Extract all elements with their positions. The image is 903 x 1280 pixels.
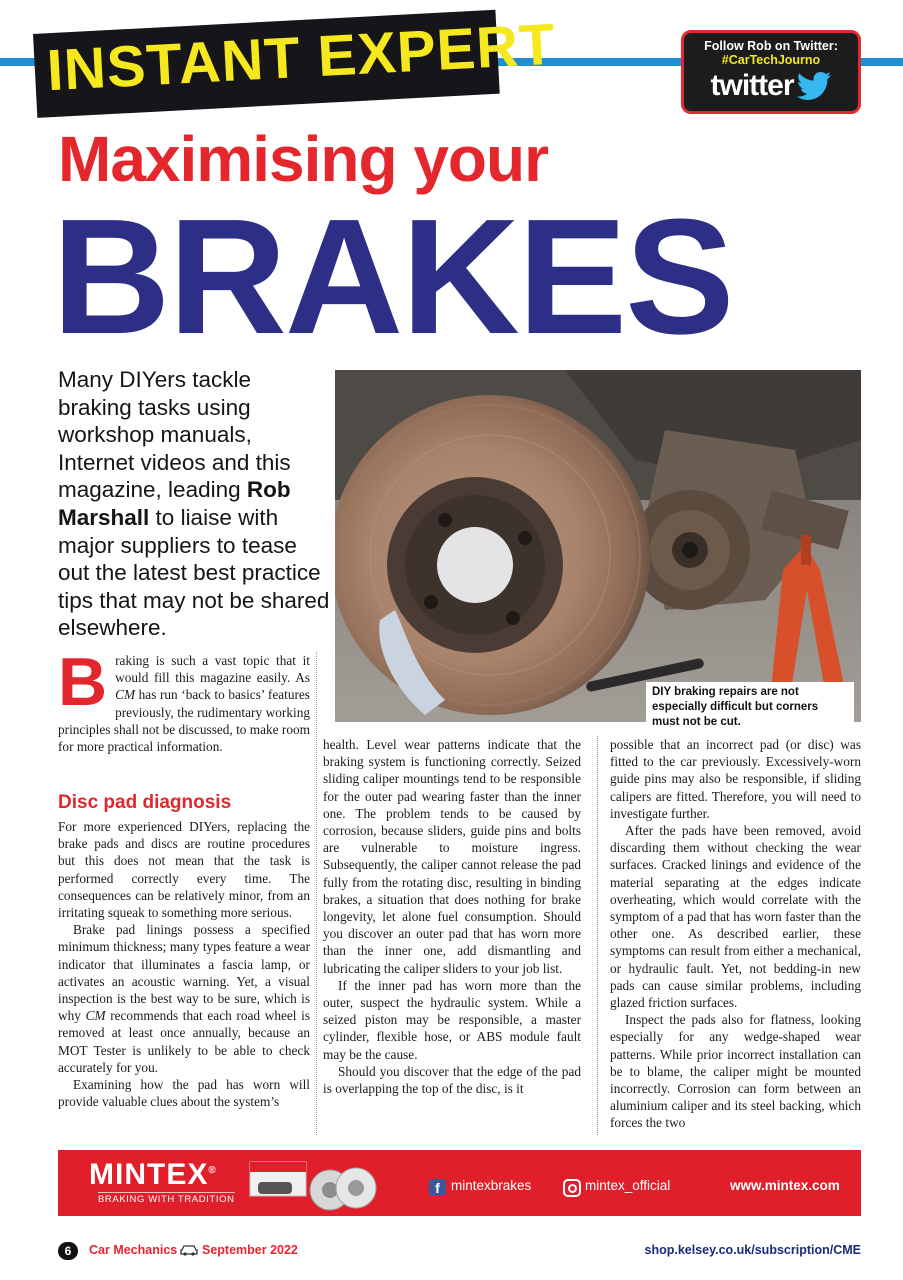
twitter-promo[interactable] bbox=[681, 30, 861, 114]
headline-line-2: BRAKES bbox=[52, 185, 733, 368]
paragraph: possible that an incorrect pad (or disc) was fitted to the car previously. Excessively-worn guide pins may also be responsible, if sliding calipers are fitted. Therefore, you will need to investigate further. bbox=[610, 737, 861, 821]
issue-date: September 2022 bbox=[202, 1243, 298, 1257]
instagram-icon[interactable] bbox=[563, 1179, 581, 1197]
brake-disc-photo bbox=[335, 370, 861, 722]
twitter-hashtag[interactable]: #CarTechJourno bbox=[721, 53, 821, 67]
instagram-handle[interactable]: mintex_official bbox=[585, 1178, 671, 1193]
facebook-handle[interactable]: mintexbrakes bbox=[451, 1178, 532, 1193]
paragraph: Should you discover that the edge of the pad is overlapping the top of the disc, is it bbox=[323, 1063, 581, 1097]
mintex-advert[interactable] bbox=[58, 1150, 861, 1216]
brake-disc-illustration bbox=[335, 370, 861, 722]
article-column-1 bbox=[58, 818, 310, 1110]
paragraph-cm: CM bbox=[85, 1008, 106, 1024]
subhead-disc-pad-diagnosis: Disc pad diagnosis bbox=[58, 792, 232, 813]
magazine-name: Car Mechanics bbox=[89, 1243, 178, 1257]
paragraph bbox=[58, 921, 310, 1076]
twitter-wordmark: twitter bbox=[710, 69, 794, 102]
paragraph-text: recommends that each road wheel is removed at least once annually, because an MOT Tester is unlikely to be able to check accurately for you. bbox=[58, 1008, 311, 1075]
author-name: Rob Marshall bbox=[58, 477, 291, 530]
car-icon bbox=[180, 1244, 198, 1256]
mintex-website-link[interactable]: www.mintex.com bbox=[730, 1178, 840, 1193]
brake-product-image bbox=[248, 1156, 378, 1212]
drop-cap: B bbox=[58, 644, 108, 720]
intro-cm: CM bbox=[115, 687, 136, 703]
paragraph: For more experienced DIYers, replacing the brake pads and discs are routine procedures but this does not mean that the task is performed correctly every time. The consequences can be relatively minor, from an irritating squeak to something more serious. bbox=[58, 819, 310, 921]
paragraph: Inspect the pads also for flatness, looking especially for any wedge-shaped wear patterns. While prior incorrect installation can be to blame, the caliper might be mounted incorrectly. Corrosion can form between an aluminium caliper and its steel backing, which forces the two bbox=[610, 1012, 861, 1131]
article-column-2 bbox=[323, 736, 581, 1097]
mintex-logo-text: MINTEX bbox=[89, 1158, 209, 1191]
mintex-tagline: BRAKING WITH TRADITION bbox=[98, 1194, 235, 1205]
column-divider bbox=[316, 652, 317, 1135]
article-intro bbox=[58, 644, 310, 755]
twitter-follow-text: Follow Rob on Twitter: bbox=[704, 39, 838, 53]
column-divider bbox=[597, 736, 598, 1135]
standfirst-text-2: to liaise with major suppliers to tease out the latest best practice tips that may not be shared elsewhere. bbox=[58, 504, 330, 641]
headline-line-1: Maximising your bbox=[58, 123, 548, 195]
section-banner bbox=[33, 10, 558, 118]
twitter-logo bbox=[684, 69, 858, 103]
facebook-icon[interactable]: f bbox=[429, 1179, 446, 1196]
standfirst-text-1: Many DIYers tackle braking tasks using workshop manuals, Internet videos and this magazine, leading bbox=[58, 367, 291, 503]
photo-caption: DIY braking repairs are not especially difficult but corners must not be cut. bbox=[646, 682, 854, 733]
paragraph: Examining how the pad has worn will provide valuable clues about the system’s bbox=[58, 1077, 310, 1110]
intro-text-2: has run ‘back to basics’ features previously, the rudimentary working principles shall not be discussed, to make room for more practical information. bbox=[58, 687, 310, 755]
trademark: ® bbox=[208, 1165, 217, 1176]
standfirst bbox=[58, 366, 330, 642]
paragraph-text: Brake pad linings possess a specified minimum thickness; many types feature a wear indicator that illuminates a fascia lamp, or activates an acoustic warning. Yet, a visual inspection is the best way to be sure, which is why bbox=[58, 922, 310, 1024]
twitter-bird-icon bbox=[796, 72, 832, 100]
page-number: 6 bbox=[58, 1242, 78, 1260]
paragraph: After the pads have been removed, avoid discarding them without checking the wear surfaces. Cracked linings and evidence of the material separating at the edges indicate overheating, which would correlate with the symptom of a pad that has worn faster than the other one. As described earlier, these symptoms can result from either a mechanical, or hydraulic fault. Yet, not bedding-in new pads can cause similar problems, including glazed friction surfaces. bbox=[610, 823, 861, 1011]
paragraph: If the inner pad has worn more than the outer, suspect the hydraulic system. While a seized piston may be responsible, a master cylinder, flexible hose, or ABS module fault may be the cause. bbox=[323, 977, 581, 1062]
mintex-logo bbox=[89, 1158, 217, 1192]
subscription-link[interactable]: shop.kelsey.co.uk/subscription/CME bbox=[644, 1243, 861, 1257]
paragraph: health. Level wear patterns indicate that the braking system is functioning correctly. Seized sliding caliper mountings tend to be responsible for the outer pad wearing faster than the inner one. The problem tends to be caused by corrosion, because sliders, guide pins and bolts are vulnerable to moisture ingress. Subsequently, the caliper cannot release the pad fully from the rotating disc, resulting in binding brakes, a situation that does nothing for brake longevity, let alone fuel consumption. Should you discover an outer pad that has worn more than the inner one, add dismantling and lubricating the caliper sliders to your job list. bbox=[323, 737, 581, 976]
article-column-3 bbox=[610, 736, 861, 1132]
intro-text-1: raking is such a vast topic that it would fill this magazine easily. As bbox=[115, 653, 310, 686]
section-banner-label: INSTANT EXPERT bbox=[45, 11, 558, 104]
